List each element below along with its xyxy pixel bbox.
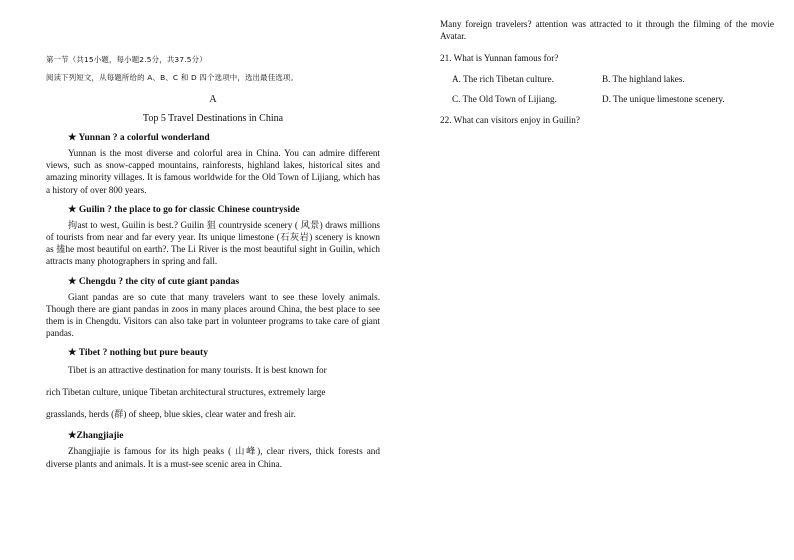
destination-text-yunnan: Yunnan is the most diverse and colorful area in China. You can admire different views, such as snow-capped mountains, rainforests, highland lakes, historical sites and amazing minority villages. It is famous worldwide for the Old Town of Lijiang, which has a history of over 800 years. [46, 148, 380, 195]
destination-text-tibet-line-3: grasslands, herds (群) of sheep, blue skies, clear water and fresh air. [46, 409, 296, 420]
destination-text-chengdu: Giant pandas are so cute that many travelers want to see these lovely animals. Though there are giant pandas in zoos in many places around China, the best place to see them is in Chengdu. Visitors can also take part in volunteer programs to take care of giant pandas. [46, 291, 380, 339]
right-column [440, 18, 774, 126]
destination-text-zhangjiajie: Zhangjiajie is famous for its high peaks ( 山峰), clear rivers, thick forests and diverse plants and animals. It is a must-see scenic area in China. [46, 446, 380, 469]
destination-heading-chengdu: ★ Chengdu ? the city of cute giant pandas [68, 276, 240, 287]
destination-text-tibet-line-2: rich Tibetan culture, unique Tibetan architectural structures, extremely large [46, 387, 326, 398]
question-21-option-b: B. The highland lakes. [602, 74, 685, 85]
question-21-option-d: D. The unique limestone scenery. [602, 94, 725, 105]
question-22: 22. What can visitors enjoy in Guilin? [440, 115, 580, 126]
left-column [46, 54, 380, 470]
passage-continuation: Many foreign travelers? attention was attracted to it through the filming of the movie Avatar. [440, 19, 774, 42]
question-21-options-row-2 [440, 94, 774, 104]
question-21: 21. What is Yunnan famous for? [440, 53, 559, 64]
question-21-options-row-1 [440, 74, 774, 84]
destination-heading-yunnan: ★ Yunnan ? a colorful wonderland [68, 133, 210, 143]
destination-heading-zhangjiajie: ★Zhangjiajie [68, 431, 124, 442]
destination-heading-tibet: ★ Tibet ? nothing but pure beauty [68, 348, 208, 359]
section-heading: 第一节（共15小题，每小题2.5分，共37.5分） [46, 55, 207, 64]
section-instruction: 阅读下列短文，从每题所给的 A、B、C 和 D 四个选项中，选出最佳选项。 [46, 73, 299, 82]
question-21-option-c: C. The Old Town of Lijiang. [452, 94, 557, 105]
destination-text-guilin: 拘ast to west, Guilin is best.? Guilin 狙 countryside scenery ( 风景) draws millions of tourists from near and far every year. Its unique limestone (石灰岩) scenery is known as 搕he most beautiful on earth?. The Li River is the most beautiful sight in Guilin, which attracts many photographers in spring and fall. [46, 219, 380, 267]
destination-heading-guilin: ★ Guilin ? the place to go for classic Chinese countryside [68, 204, 300, 215]
question-21-option-a: A. The rich Tibetan culture. [452, 74, 554, 85]
passage-letter: A [209, 94, 217, 105]
passage-title: Top 5 Travel Destinations in China [142, 113, 284, 124]
destination-text-tibet-line-1: Tibet is an attractive destination for many tourists. It is best known for [68, 365, 327, 376]
